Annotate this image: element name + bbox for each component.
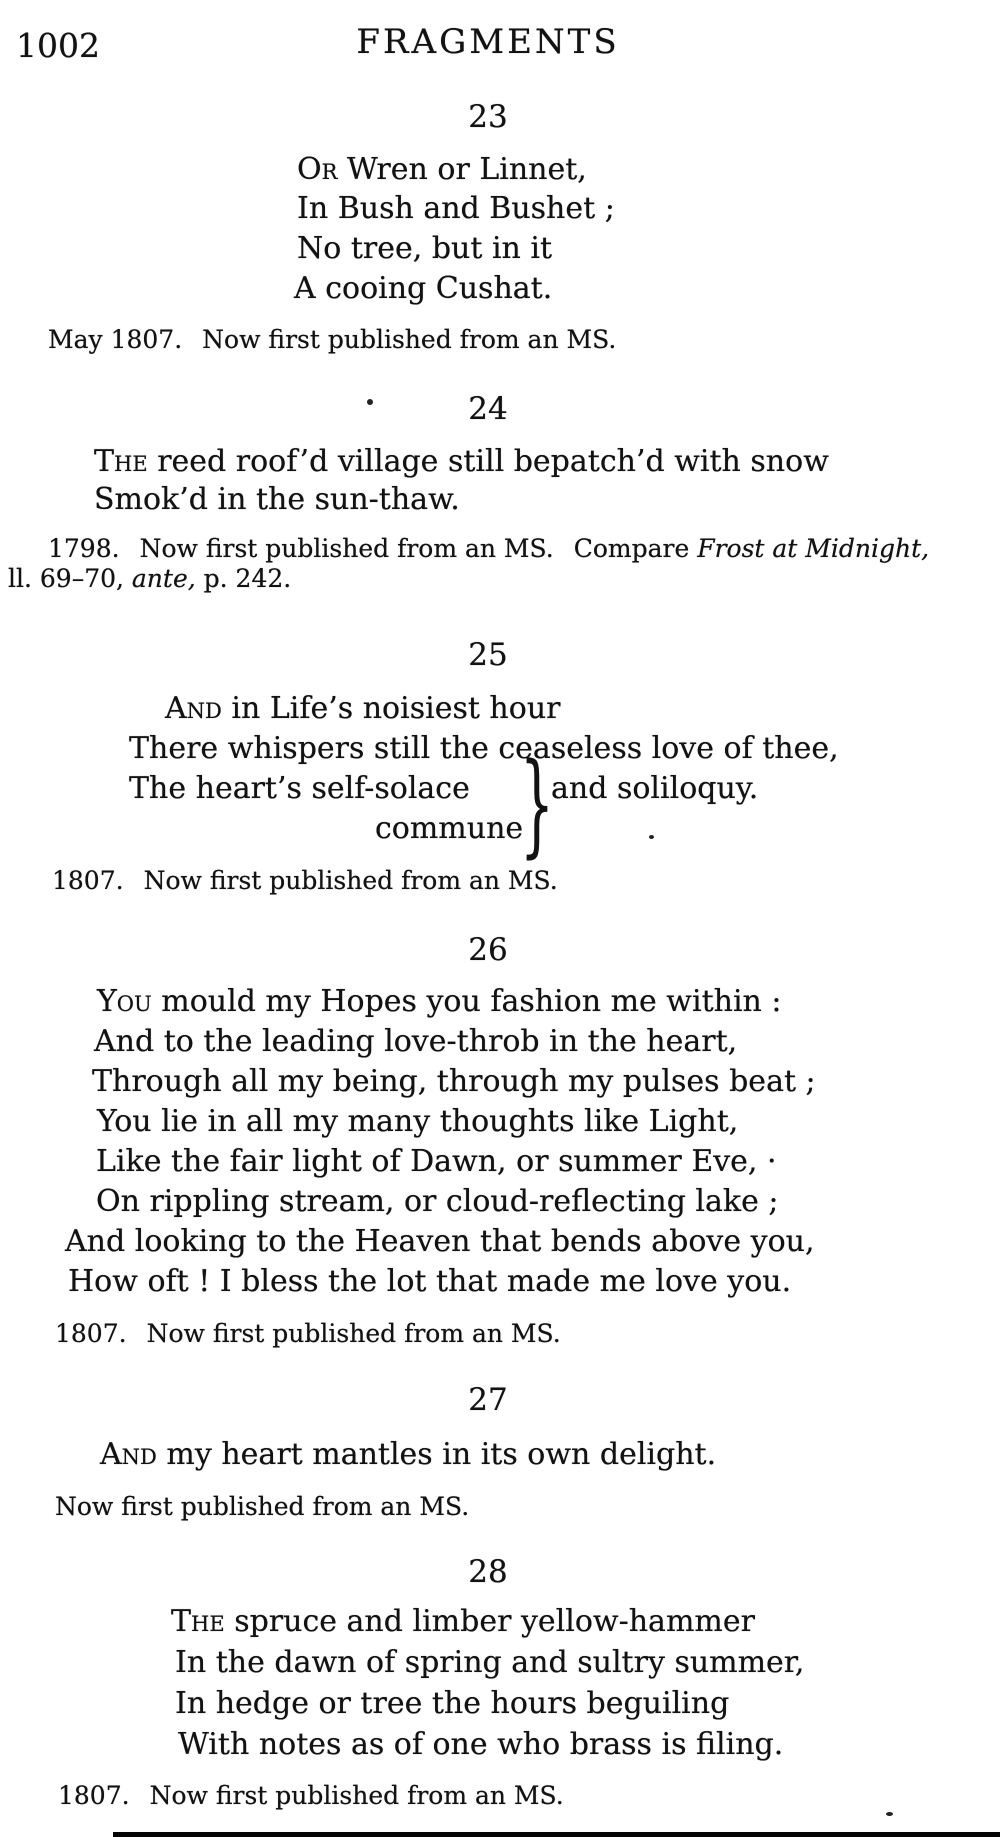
note-text: Now first published from an MS. (55, 1492, 470, 1521)
poem-line: And to the leading love-throb in the heart, (94, 1024, 738, 1059)
fragment-number: 28 (468, 1554, 508, 1590)
note-date: 1807. (55, 1319, 127, 1348)
poem-line-variant: and soliloquy. (551, 771, 759, 806)
editorial-note (8, 564, 291, 594)
note-text: Now first published from an MS. (143, 866, 558, 895)
poem-line: The heart’s self-solace (129, 771, 470, 806)
poem-line: How oft ! I bless the lot that made me love you. (68, 1264, 792, 1299)
scan-speck (886, 1812, 893, 1816)
note-italic-title: Frost at Midnight, (697, 534, 930, 563)
small-caps-word: Or (297, 152, 338, 187)
page-number: 1002 (16, 26, 100, 65)
note-italic-ante: ante, (131, 564, 196, 593)
note-text: Now first published from an MS. (202, 325, 617, 354)
poem-line: With notes as of one who brass is filing. (178, 1727, 784, 1762)
poem-line: In the dawn of spring and sultry summer, (175, 1645, 805, 1680)
poem-line-rest: reed roof’d village still bepatch’d with snow (147, 444, 829, 479)
fragment-number: 27 (468, 1382, 508, 1418)
fragment-number: 24 (468, 391, 508, 427)
fragment-number: 26 (468, 932, 508, 968)
poem-line: Through all my being, through my pulses beat ; (92, 1064, 816, 1099)
note-compare: Compare (573, 534, 698, 563)
poem-line-rest: in Life’s noisiest hour (221, 691, 561, 726)
poem-line (100, 1437, 716, 1473)
note-text: p. 242. (195, 564, 292, 593)
note-text: Now first published from an MS. (139, 534, 554, 563)
small-caps-word: You (97, 984, 152, 1019)
fragment-number: 23 (468, 99, 508, 135)
poem-line (297, 152, 587, 188)
editorial-note (58, 1781, 564, 1811)
poem-line-rest: my heart mantles in its own delight. (156, 1437, 717, 1472)
note-text: Now first published from an MS. (146, 1319, 561, 1348)
scan-edge-bar (113, 1832, 1000, 1837)
editorial-note (55, 1492, 469, 1522)
editorial-note (48, 534, 929, 564)
poem-line: You lie in all my many thoughts like Light, (97, 1104, 739, 1139)
fragment-number: 25 (468, 637, 508, 673)
poem-line (165, 691, 560, 727)
note-date: 1807. (52, 866, 124, 895)
small-caps-word: The (94, 444, 148, 479)
scan-speck (367, 399, 373, 405)
small-caps-word: And (100, 1437, 157, 1472)
poem-line (97, 984, 782, 1020)
poem-line: And looking to the Heaven that bends above you, (65, 1224, 815, 1259)
note-text: Now first published from an MS. (149, 1781, 564, 1810)
small-caps-word: And (165, 691, 222, 726)
poem-line: On rippling stream, or cloud-reflecting lake ; (96, 1184, 779, 1219)
scan-speck (649, 835, 654, 839)
poem-line: In Bush and Bushet ; (297, 191, 615, 226)
poem-line (94, 444, 829, 480)
small-caps-word: The (171, 1604, 225, 1639)
editorial-note (48, 325, 616, 355)
poem-line-rest: Wren or Linnet, (337, 152, 587, 187)
page-title: FRAGMENTS (356, 22, 620, 62)
poem-line-rest: mould my Hopes you fashion me within : (151, 984, 782, 1019)
note-date: 1798. (48, 534, 120, 563)
note-date: May 1807. (48, 325, 183, 354)
poem-line: In hedge or tree the hours beguiling (175, 1686, 730, 1721)
poem-line: Like the fair light of Dawn, or summer Eve, · (96, 1144, 777, 1179)
poem-line: Smok’d in the sun-thaw. (94, 482, 460, 517)
editorial-note (55, 1319, 561, 1349)
poem-line: No tree, but in it (297, 231, 553, 266)
poem-line (171, 1604, 755, 1640)
poem-line-variant: commune (375, 811, 524, 846)
poem-line-rest: spruce and limber yellow-hammer (224, 1604, 755, 1639)
note-date: 1807. (58, 1781, 130, 1810)
poem-line: A cooing Cushat. (294, 271, 553, 306)
note-text: ll. 69–70, (8, 564, 132, 593)
editorial-note (52, 866, 558, 896)
variant-brace: } (520, 739, 554, 869)
poem-line: There whispers still the ceaseless love of thee, (129, 731, 839, 766)
